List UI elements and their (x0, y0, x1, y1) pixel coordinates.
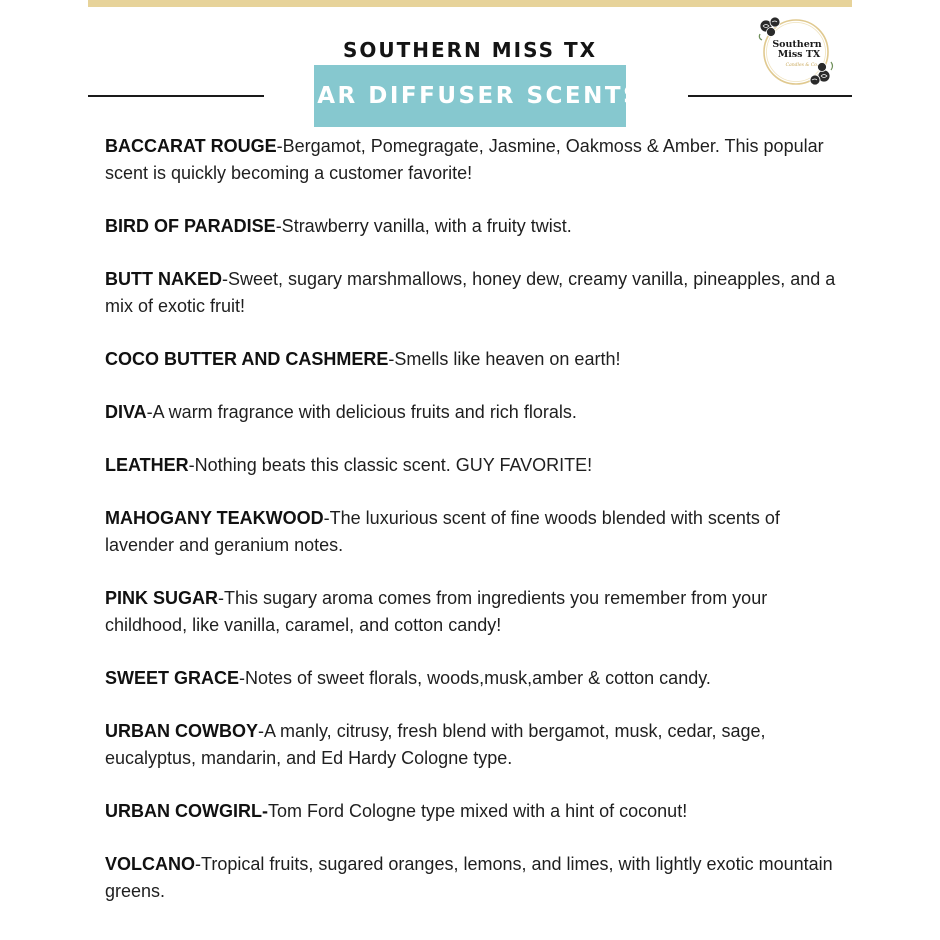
scent-description: -The luxurious scent of fine woods blended with scents of lavender and geranium notes. (105, 508, 780, 555)
brand-name: SOUTHERN MISS TX (342, 38, 598, 62)
scent-description: -A manly, citrusy, fresh blend with bergamot, musk, cedar, sage, eucalyptus, mandarin, and Ed Hardy Cologne type. (105, 721, 766, 768)
logo-text-line1: Southern (772, 39, 822, 50)
divider-right (688, 95, 852, 97)
scent-item (105, 266, 845, 320)
scent-item (105, 505, 845, 559)
scent-name: MAHOGANY TEAKWOOD (105, 508, 324, 528)
scent-name: VOLCANO (105, 854, 195, 874)
scent-name: DIVA (105, 402, 147, 422)
scent-description: -Sweet, sugary marshmallows, honey dew, creamy vanilla, pineapples, and a mix of exotic fruit! (105, 269, 836, 316)
logo-tagline: Candles & Co. (785, 63, 819, 68)
scent-description: -Nothing beats this classic scent. GUY FAVORITE! (188, 455, 593, 475)
scent-name: URBAN COWBOY (105, 721, 258, 741)
scent-name: PINK SUGAR (105, 588, 219, 608)
scent-item (105, 452, 845, 479)
scent-name: SWEET GRACE (105, 668, 240, 688)
scent-list (105, 133, 845, 931)
scent-item (105, 346, 845, 373)
scent-description: -A warm fragrance with delicious fruits and rich florals. (146, 402, 577, 422)
scent-description: -Strawberry vanilla, with a fruity twist. (275, 216, 572, 236)
scent-item (105, 665, 845, 692)
scent-description: -Notes of sweet florals, woods,musk,amber & cotton candy. (239, 668, 711, 688)
page-title-banner (297, 65, 643, 127)
scent-item (105, 213, 845, 240)
divider-left (88, 95, 264, 97)
top-accent-bar (88, 0, 852, 7)
scent-name: BIRD OF PARADISE (105, 216, 276, 236)
scent-item (105, 798, 845, 825)
scent-description: -Bergamot, Pomegragate, Jasmine, Oakmoss & Amber. This popular scent is quickly becoming a customer favorite! (105, 136, 824, 183)
scent-name: COCO BUTTER AND CASHMERE (105, 349, 389, 369)
scent-name: BACCARAT ROUGE (105, 136, 277, 156)
scent-name: LEATHER (105, 455, 189, 475)
scent-item (105, 399, 845, 426)
scent-item (105, 585, 845, 639)
scent-description: -This sugary aroma comes from ingredients you remember from your childhood, like vanilla, caramel, and cotton candy! (105, 588, 768, 635)
scent-item (105, 851, 845, 905)
scent-item (105, 133, 845, 187)
scent-description: -Tropical fruits, sugared oranges, lemons, and limes, with lightly exotic mountain greens. (105, 854, 833, 901)
scent-item (105, 718, 845, 772)
logo-text-line2: Miss TX (777, 49, 821, 60)
scent-name: BUTT NAKED (105, 269, 222, 289)
scent-name: URBAN COWGIRL- (105, 801, 268, 821)
scent-description: -Smells like heaven on earth! (388, 349, 621, 369)
page-title: CAR DIFFUSER SCENTS (297, 83, 643, 109)
scent-description: Tom Ford Cologne type mixed with a hint of coconut! (267, 801, 688, 821)
